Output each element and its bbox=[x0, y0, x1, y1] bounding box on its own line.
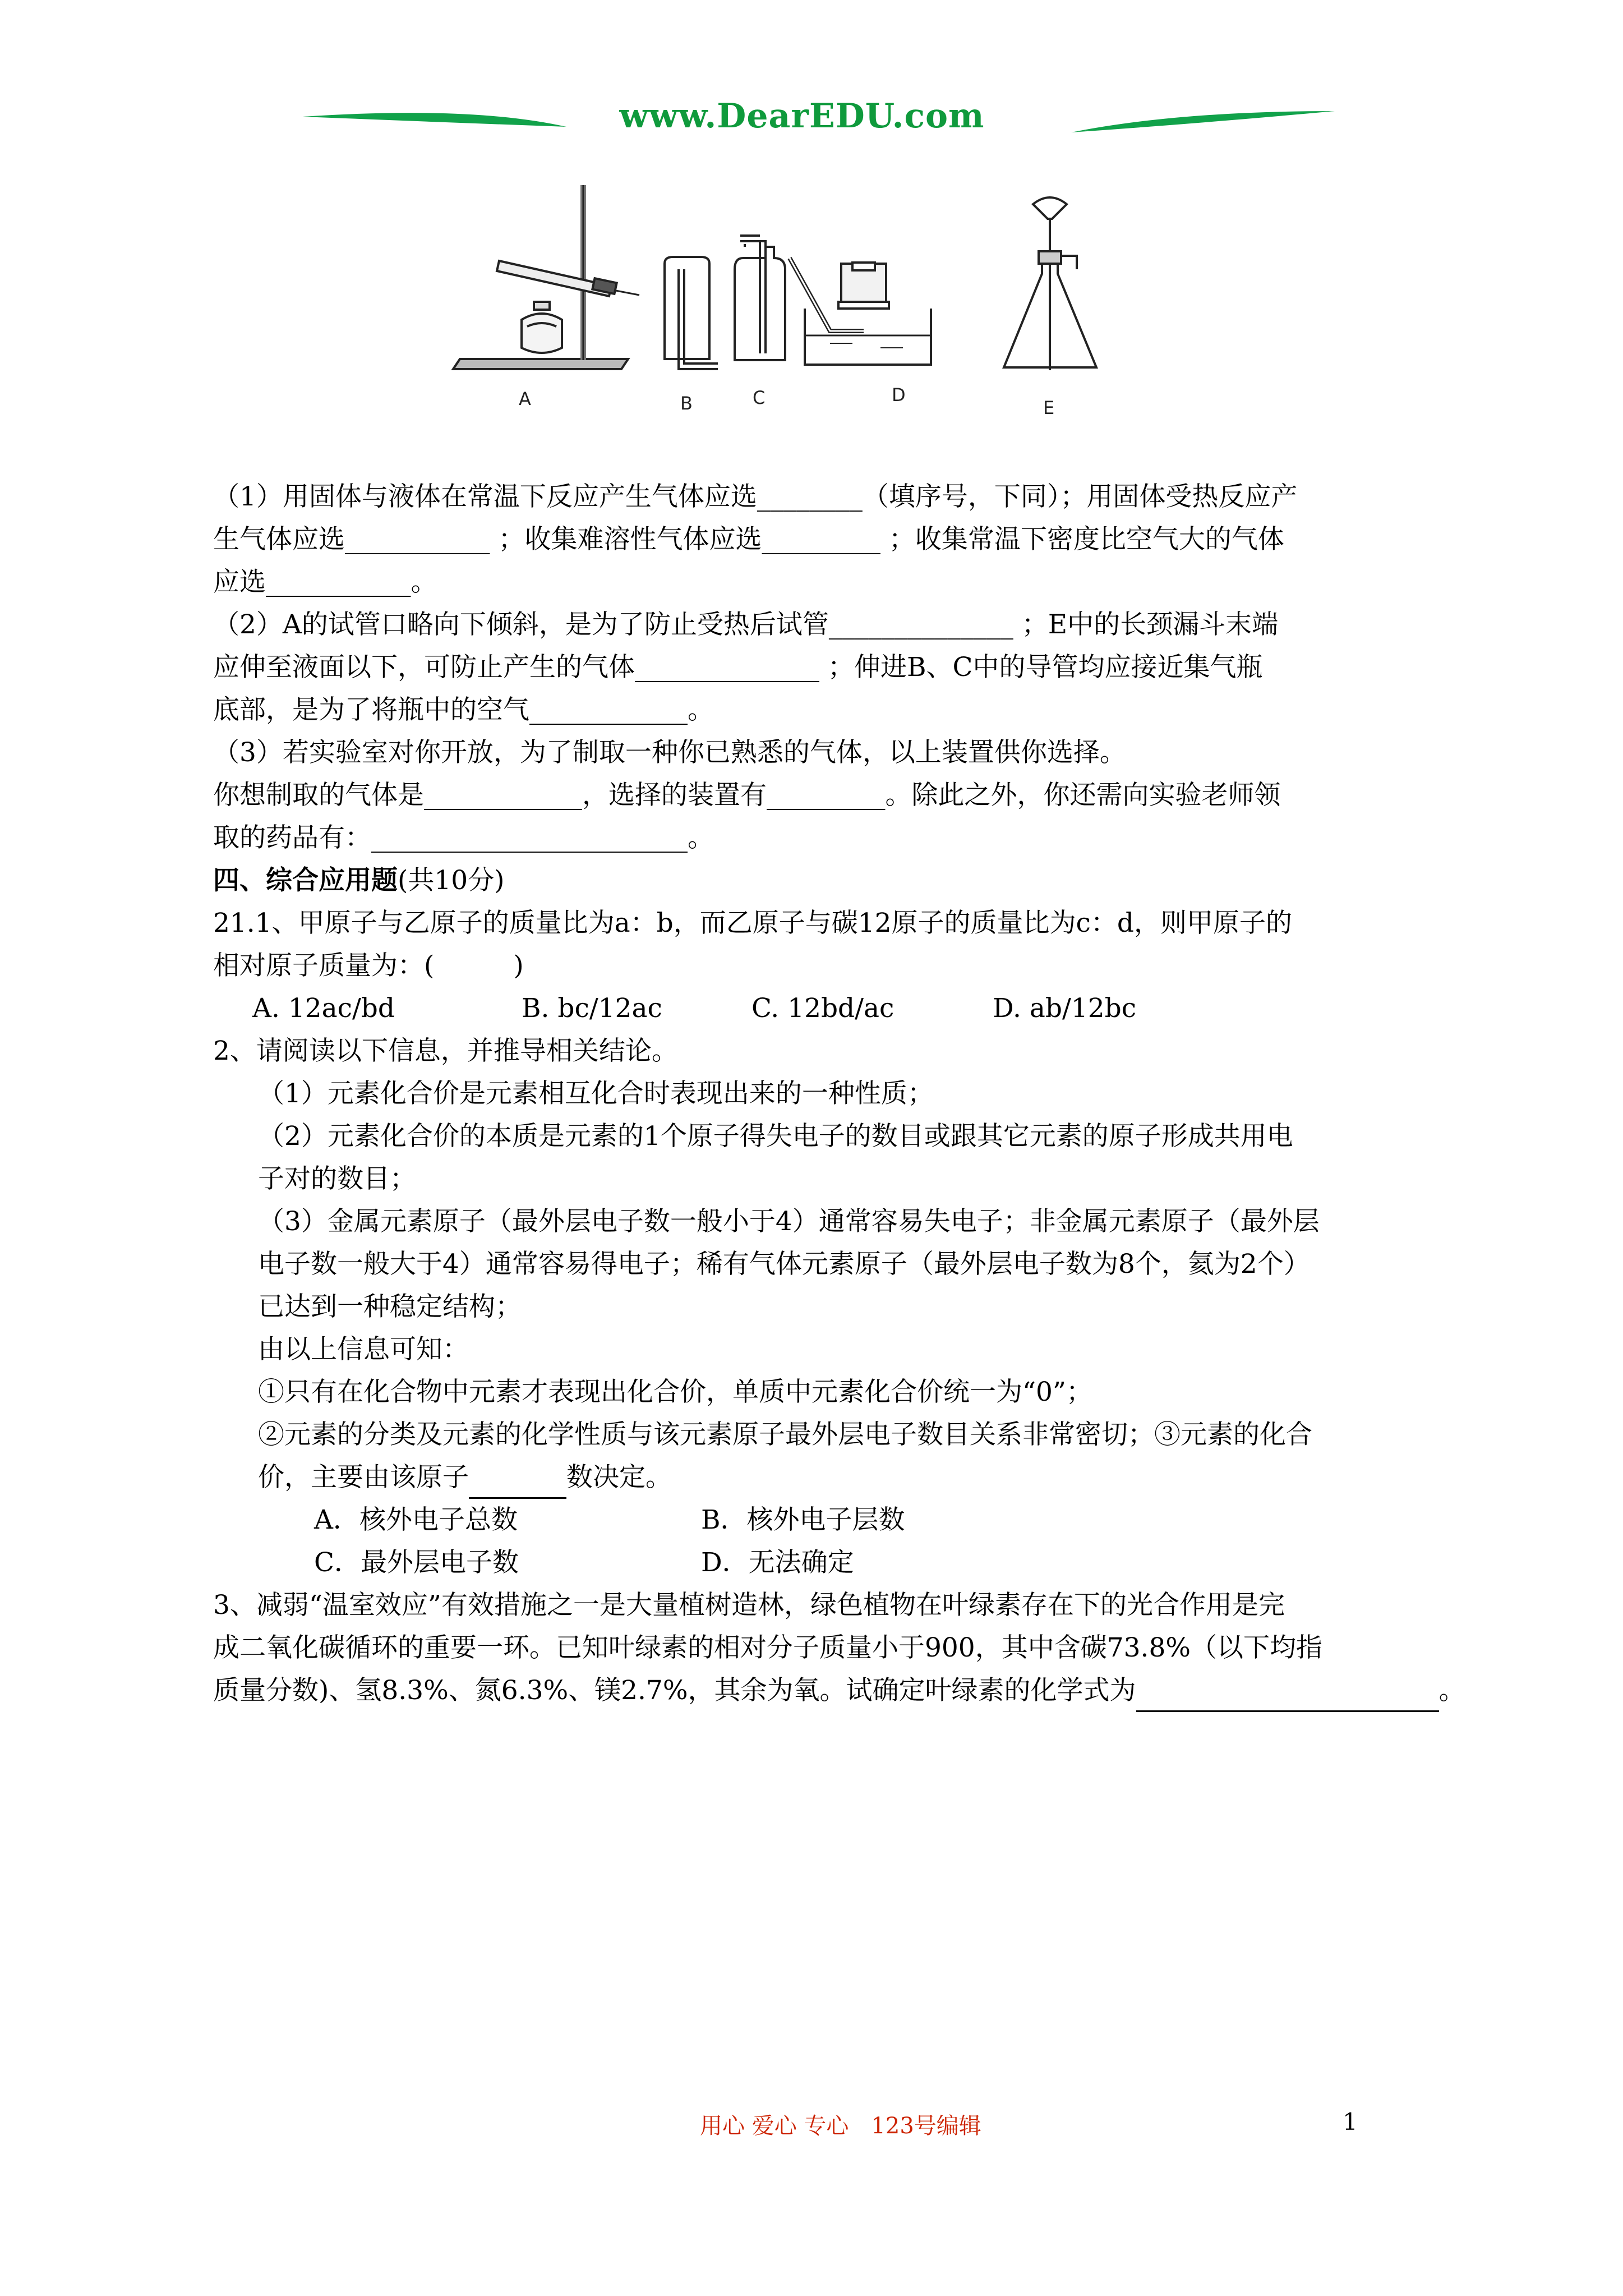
q2-info-6: 已达到一种稳定结构； bbox=[258, 1291, 522, 1322]
q3-prefix: 质量分数)、氢8.3%、氮6.3%、镁2.7%，其余为氧。试确定叶绿素的化学式为 bbox=[213, 1675, 1136, 1706]
apparatus-b-bottle bbox=[665, 257, 718, 369]
q20-p2-line3: 底部，是为了将瓶中的空气____________。 bbox=[213, 694, 714, 725]
q2-info-4: （3）金属元素原子（最外层电子数一般小于4）通常容易失电子；非金属元素原子（最外层 bbox=[258, 1206, 1320, 1237]
q20-p1-line2: 生气体应选___________ ；收集难溶性气体应选_________ ；收集常温下密度比空气大的气体 bbox=[213, 524, 1284, 555]
apparatus-figure bbox=[437, 180, 1223, 438]
apparatus-label-a: A bbox=[519, 388, 531, 409]
apparatus-label-b: B bbox=[680, 393, 693, 414]
q2-info-8: ①只有在化合物中元素才表现出化合价，单质中元素化合价统一为“0”； bbox=[258, 1377, 1092, 1407]
section4-heading bbox=[213, 859, 1537, 902]
apparatus-e-flask bbox=[1004, 197, 1096, 370]
q21-option-a[interactable]: A. 12ac/bd bbox=[252, 993, 395, 1024]
q3-line2: 成二氧化碳循环的重要一环。已知叶绿素的相对分子质量小于900，其中含碳73.8%（以下均指 bbox=[213, 1632, 1323, 1663]
q2-option-c[interactable]: C．最外层电子数 bbox=[314, 1547, 519, 1578]
q21-option-d[interactable]: D. ab/12bc bbox=[993, 993, 1137, 1024]
q21-options bbox=[213, 987, 1537, 1030]
q2-answer-blank[interactable] bbox=[469, 1470, 566, 1499]
q20-p1-line1: （1）用固体与液体在常温下反应产生气体应选________（填序号，下同）；用固体受热反应产 bbox=[213, 481, 1298, 512]
q2-info-7: 由以上信息可知： bbox=[258, 1334, 469, 1365]
q20-p3-line3: 取的药品有：________________________。 bbox=[213, 822, 714, 853]
page-footer bbox=[0, 2108, 1623, 2142]
q3-answer-blank[interactable] bbox=[1136, 1683, 1439, 1712]
section4-title: 四、综合应用题 bbox=[213, 865, 398, 896]
q2-option-d[interactable]: D．无法确定 bbox=[701, 1547, 854, 1578]
apparatus-label-c: C bbox=[753, 387, 766, 408]
q2-info-9: ②元素的分类及元素的化学性质与该元素原子最外层电子数目关系非常密切；③元素的化合 bbox=[258, 1419, 1312, 1450]
q21-option-c[interactable]: C. 12bd/ac bbox=[751, 993, 895, 1024]
q3-line1: 3、减弱“温室效应”有效措施之一是大量植树造林，绿色植物在叶绿素存在下的光合作用是完 bbox=[213, 1590, 1285, 1621]
q20-p3-line1: （3）若实验室对你开放，为了制取一种你已熟悉的气体，以上装置供你选择。 bbox=[213, 737, 1126, 768]
apparatus-label-d: D bbox=[892, 384, 906, 406]
apparatus-a-heating bbox=[453, 185, 639, 369]
q2-options-row2 bbox=[213, 1542, 1537, 1584]
footer-text: 用心 爱心 专心 123号编辑 bbox=[700, 2113, 981, 2139]
q20-p3-line2: 你想制取的气体是____________，选择的装置有_________。除此之外，你还需向实验老师领 bbox=[213, 780, 1281, 811]
q2-intro: 2、请阅读以下信息，并推导相关结论。 bbox=[213, 1036, 678, 1066]
q2-answer-line bbox=[213, 1456, 1537, 1499]
q2-info-5: 电子数一般大于4）通常容易得电子；稀有气体元素原子（最外层电子数为8个，氦为2个） bbox=[258, 1249, 1310, 1280]
q2-answer-suffix: 数决定。 bbox=[566, 1462, 672, 1493]
q2-options-row1 bbox=[213, 1499, 1537, 1542]
q3-suffix: 。 bbox=[1438, 1675, 1465, 1706]
site-banner[interactable]: www.DearEDU.com bbox=[619, 96, 985, 136]
q3-line3 bbox=[213, 1669, 1537, 1712]
apparatus-c-bottle bbox=[735, 236, 785, 360]
apparatus-d-trough bbox=[790, 258, 931, 365]
page-number: 1 bbox=[1343, 2108, 1358, 2136]
q20-p2-line1: （2）A的试管口略向下倾斜，是为了防止受热后试管______________ ；E中的长颈漏斗末端 bbox=[213, 609, 1279, 640]
q21-stem-line2: 相对原子质量为：( ) bbox=[213, 950, 524, 981]
q20-p1-line3: 应选___________。 bbox=[213, 567, 437, 597]
q2-info-3: 子对的数目； bbox=[258, 1163, 416, 1194]
q2-option-a[interactable]: A．核外电子总数 bbox=[314, 1504, 518, 1535]
apparatus-label-e: E bbox=[1043, 397, 1055, 418]
q2-answer-prefix: 价，主要由该原子 bbox=[258, 1462, 469, 1493]
section4-points: (共10分) bbox=[398, 865, 505, 896]
q2-info-2: （2）元素化合价的本质是元素的1个原子得失电子的数目或跟其它元素的原子形成共用电 bbox=[258, 1121, 1293, 1152]
document-body bbox=[213, 476, 1537, 1712]
q20-p2-line2: 应伸至液面以下，可防止产生的气体______________ ；伸进B、C中的导管均应接近集气瓶 bbox=[213, 652, 1263, 683]
q2-info-1: （1）元素化合价是元素相互化合时表现出来的一种性质； bbox=[258, 1078, 934, 1109]
q21-option-b[interactable]: B. bc/12ac bbox=[522, 993, 662, 1024]
q2-option-b[interactable]: B．核外电子层数 bbox=[701, 1504, 905, 1535]
q21-stem-line1: 21.1、甲原子与乙原子的质量比为a：b，而乙原子与碳12原子的质量比为c：d，则甲原子的 bbox=[213, 908, 1292, 938]
